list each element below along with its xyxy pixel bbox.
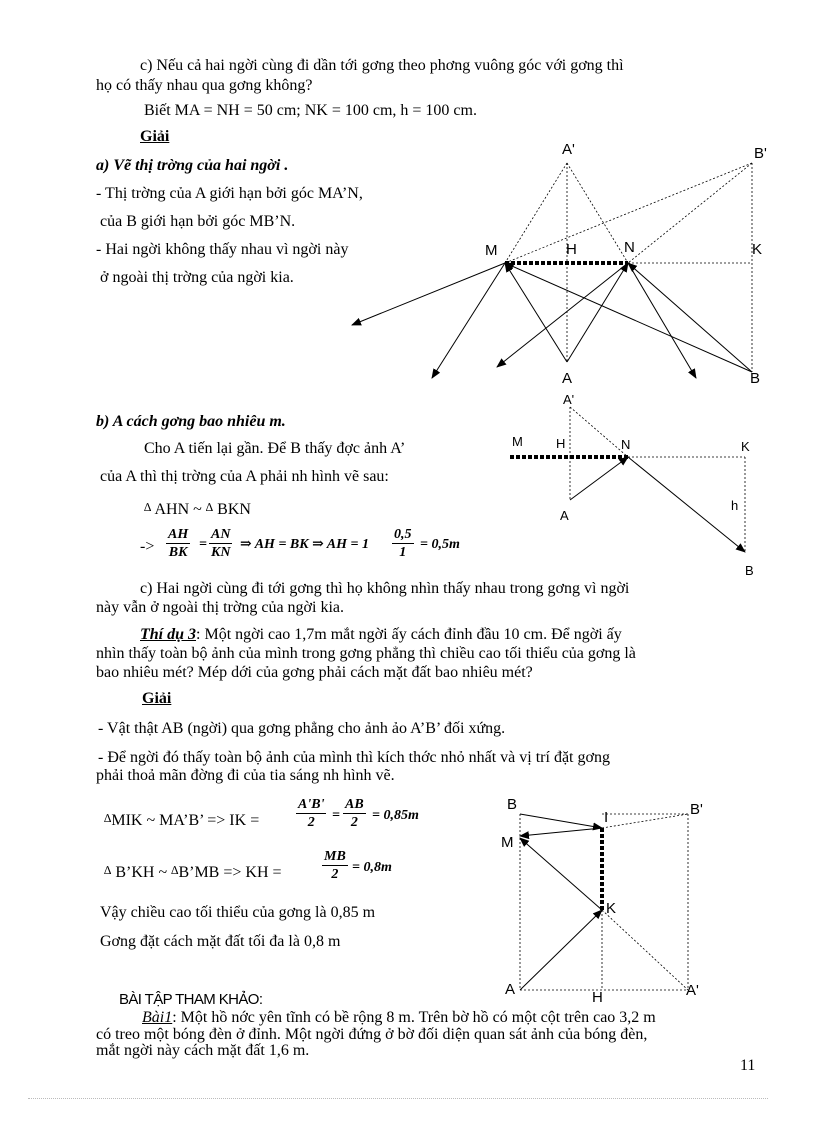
formula-prefix: ->: [140, 538, 155, 555]
d1-label-h: H: [566, 241, 577, 258]
fraction-num: AH: [168, 527, 189, 542]
question-c-line1: c) Nếu cả hai ngời cùng đi dần tới gơng theo phơng vuông góc với gơng thì: [140, 57, 624, 74]
d1-label-a-prime: A': [562, 141, 575, 158]
example3-step3: phải thoả mãn đờng đi của tia sáng nh hình vẽ.: [96, 767, 395, 784]
example3-step1: - Vật thật AB (ngời) qua gơng phẳng cho ảnh ảo A’B’ đối xứng.: [98, 720, 506, 737]
fraction-num: MB: [324, 849, 346, 864]
example3-step2: - Để ngời đó thấy toàn bộ ảnh của mình thì kích thớc nhỏ nhất và vị trí đặt gơng: [98, 749, 610, 766]
relation-kh-text2: B’MB => KH =: [178, 864, 282, 881]
part-a-title: a) Vẽ thị trờng của hai ngời .: [96, 157, 289, 174]
example3-line2: nhìn thấy toàn bộ ảnh của mình trong gơng phẳng thì chiều cao tối thiểu của gơng là: [96, 645, 636, 662]
triangle-symbol: ∆: [171, 863, 179, 877]
fraction-den: 2: [307, 815, 315, 830]
d3-label-h: H: [592, 989, 603, 1006]
d2-label-b: B: [745, 563, 754, 578]
d3-label-i: I: [604, 809, 609, 826]
d1-label-a: A: [562, 370, 573, 387]
example3-label: Thí dụ 3: [140, 626, 197, 643]
exercise1-line3: mắt ngời này cách mặt đất 1,6 m.: [96, 1042, 310, 1059]
formula-middle: ⇒ AH = BK ⇒ AH = 1: [240, 537, 370, 552]
d1-label-m: M: [485, 242, 498, 259]
relation-kh-result: = 0,8m: [352, 860, 392, 875]
d2-label-a: A: [560, 508, 569, 523]
fraction-num: 0,5: [394, 527, 412, 542]
part-a-line2: của B giới hạn bởi góc MB’N.: [100, 213, 296, 230]
d2-label-h-height: h: [731, 498, 739, 513]
triangle-symbol: ∆: [104, 863, 112, 877]
d1-label-b-prime: B': [754, 145, 767, 162]
fraction-den: 1: [399, 545, 407, 560]
exercises-heading: BÀI TẬP THAM KHẢO:: [119, 991, 263, 1008]
d3-label-m: M: [501, 834, 514, 851]
d2-label-m: M: [512, 434, 523, 449]
fraction-den: BK: [168, 545, 188, 560]
exercise1-text1: : Một hồ nớc yên tĩnh có bề rộng 8 m. Trên bờ hồ có một cột trên cao 3,2 m: [172, 1009, 656, 1026]
part-a-line4: ở ngoài thị trờng của ngời kia.: [100, 269, 294, 286]
fraction-num: A'B': [298, 797, 325, 812]
similar-b: BKN: [217, 501, 251, 518]
d3-label-k: K: [606, 900, 617, 917]
fraction-num: AB: [345, 797, 364, 812]
d2-label-h: H: [556, 436, 566, 451]
part-b-line2: của A thì thị trờng của A phải nh hình vẽ sau:: [100, 468, 389, 485]
page-number: 11: [740, 1057, 756, 1074]
example3-text1: : Một ngời cao 1,7m mắt ngời ấy cách đỉnh đầu 10 cm. Để ngời ấy: [196, 626, 622, 643]
d3-label-a: A: [505, 981, 516, 998]
similar-a: AHN ~: [154, 501, 202, 518]
d3-label-a-prime: A': [686, 982, 699, 999]
d2-label-n: N: [621, 437, 631, 452]
example3-line3: bao nhiêu mét? Mép dới của gơng phải cách mặt đất bao nhiêu mét?: [96, 664, 533, 681]
exercise1-line2: có treo một bóng đèn ở đỉnh. Một ngời đứng ở bờ đối diện quan sát ảnh của bóng đèn,: [96, 1026, 648, 1043]
d1-label-n: N: [624, 239, 635, 256]
conclusion-height: Vậy chiều cao tối thiểu của gơng là 0,85 m: [100, 904, 376, 921]
relation-kh-text1: B’KH ~: [115, 864, 168, 881]
part-b-line1: Cho A tiến lại gần. Để B thấy đợc ảnh A’: [144, 440, 406, 457]
part-c-answer-line2: này vẫn ở ngoài thị trờng của ngời kia.: [96, 599, 344, 616]
part-c-answer-line1: c) Hai ngời cùng đi tới gơng thì họ không nhìn thấy nhau trong gơng vì ngời: [140, 580, 630, 597]
exercise1-label: Bài1: [142, 1009, 173, 1026]
triangle-symbol: ∆: [205, 500, 214, 514]
fraction-den: KN: [211, 545, 231, 560]
relation-ik-text: MIK ~ MA’B’ => IK =: [111, 812, 260, 829]
part-b-title: b) A cách gơng bao nhiêu m.: [96, 413, 286, 430]
d1-label-b: B: [750, 370, 761, 387]
fraction-den: 2: [350, 815, 358, 830]
given-values: Biết MA = NH = 50 cm; NK = 100 cm, h = 100 cm.: [144, 102, 477, 119]
d1-label-k: K: [752, 241, 763, 258]
d3-label-b: B: [507, 796, 518, 813]
relation-ik-result: = 0,85m: [372, 808, 419, 823]
triangle-symbol: ∆: [144, 500, 152, 514]
part-a-line1: - Thị trờng của A giới hạn bởi góc MA’N,: [96, 185, 363, 202]
footer-rule: [28, 1098, 768, 1099]
d2-label-k: K: [741, 439, 750, 454]
conclusion-position: Gơng đặt cách mặt đất tối đa là 0,8 m: [100, 933, 341, 950]
d3-label-b-prime: B': [690, 801, 703, 818]
question-c-line2: họ có thấy nhau qua gơng không?: [96, 77, 313, 94]
fraction-num: AN: [211, 527, 231, 542]
formula-result: = 0,5m: [420, 537, 460, 552]
example3-solution-heading: Giải: [142, 690, 172, 707]
d2-label-a-prime: A': [563, 392, 575, 407]
part-a-line3: - Hai ngời không thấy nhau vì ngời này: [96, 241, 349, 258]
solution-heading: Giải: [140, 128, 170, 145]
triangle-symbol: ∆: [104, 811, 112, 825]
fraction-den: 2: [331, 867, 339, 882]
